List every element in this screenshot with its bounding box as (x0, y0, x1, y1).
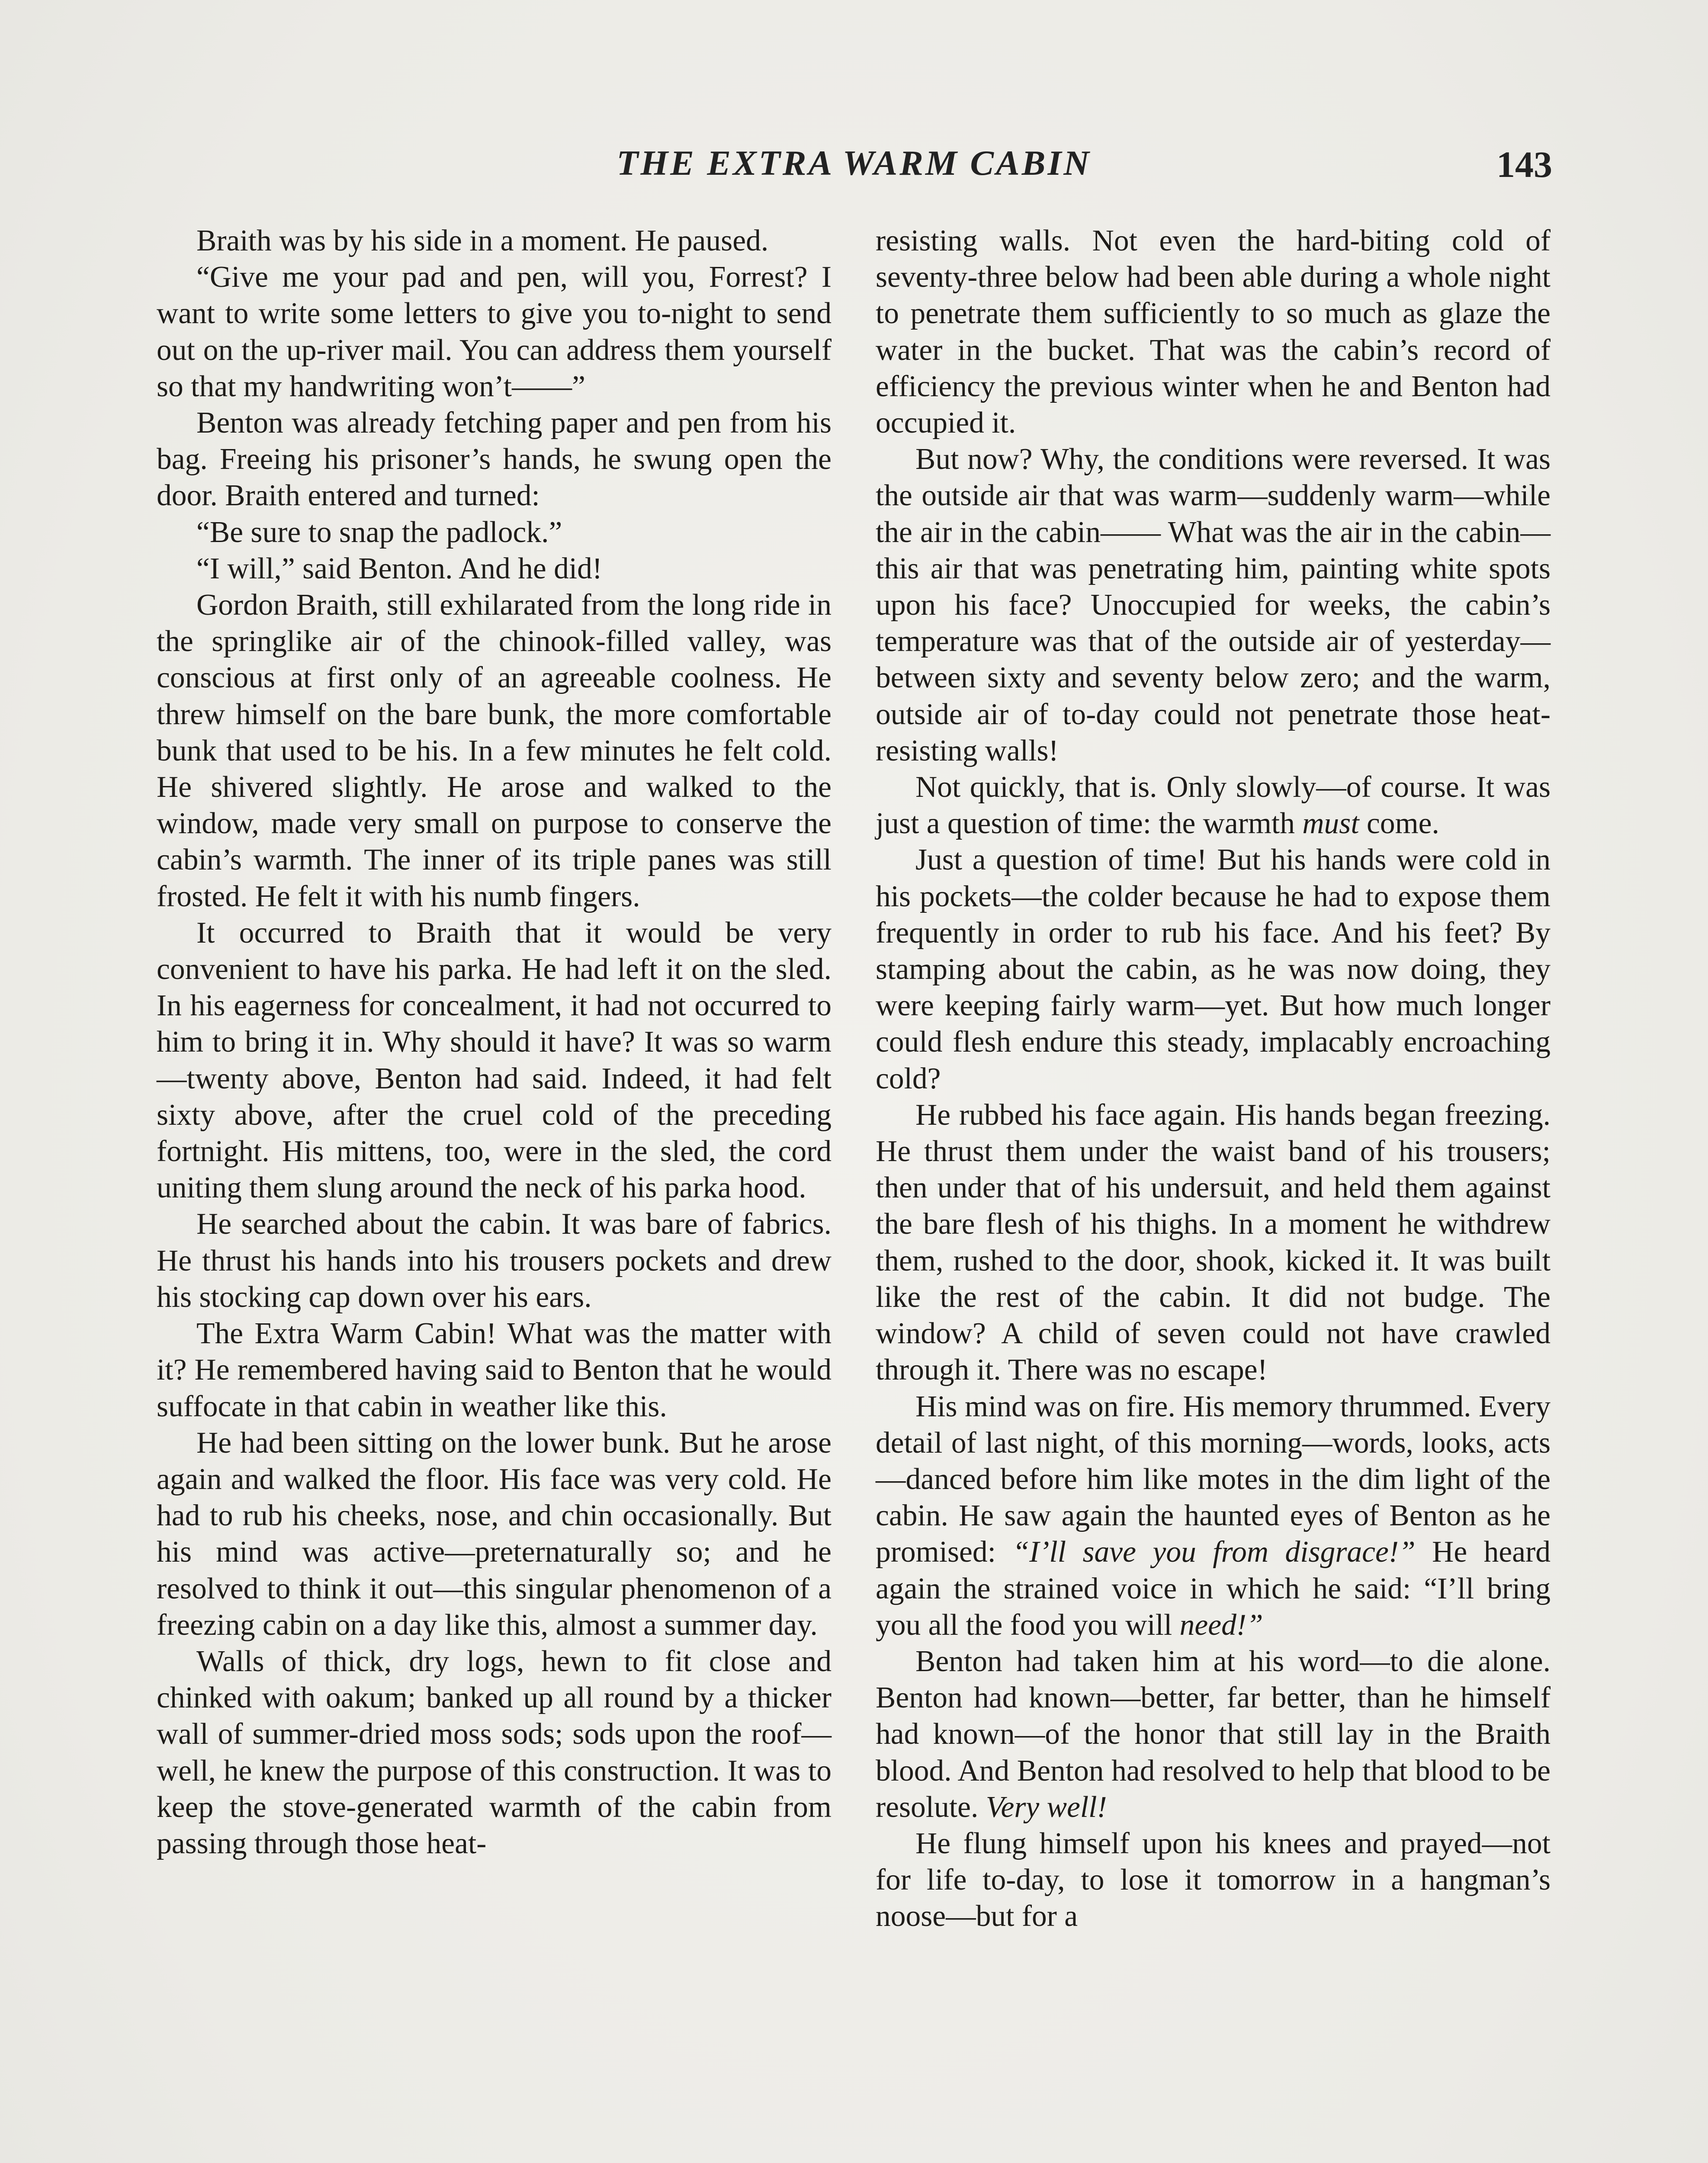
paragraph: He had been sitting on the lower bunk. But he arose again and walked the floor. His face was very cold. He had to rub his cheeks, nose, and chin occasionally. But his mind was active—preternaturally so; and he resolved to think it out—this singular phenomenon of a freezing cabin on a day like this, almost a summer day. (157, 1426, 832, 1642)
paragraph: Benton was already fetching paper and pen from his bag. Freeing his prisoner’s hands, he swung open the door. Braith entered and turned: (157, 406, 832, 513)
emphasis: “I’ll save you from disgrace!” (1012, 1535, 1416, 1569)
paragraph: Walls of thick, dry logs, hewn to fit close and chinked with oakum; banked up all round by a thicker wall of summer-dried moss sods; sods upon the roof—well, he knew the purpose of this construction. It was to keep the stove-generated warmth of the cabin from passing through those heat- (157, 1644, 832, 1860)
text-run: Benton had taken him at his word—to die alone. Benton had known—better, far better, than he himself had known—of the honor that still lay in the Braith blood. And Benton had resolved to help that blood to be resolute. (876, 1644, 1551, 1824)
paragraph: But now? Why, the conditions were reversed. It was the outside air that was warm—suddenly warm—while the air in the cabin—— What was the air in the cabin—this air that was penetrating him, painting white spots upon his face? Unoccupied for weeks, the cabin’s temperature was that of the outside air of yesterday—between sixty and seventy below zero; and the warm, outside air of to-day could not penetrate those heat-resisting walls! (876, 443, 1551, 767)
paragraph: “I will,” said Benton. And he did! (196, 552, 603, 585)
paragraph: He rubbed his face again. His hands began freezing. He thrust them under the waist band of his trousers; then under that of his undersuit, and held them against the bare flesh of his thighs. In a moment he withdrew them, rushed to the door, shook, kicked it. It was built like the rest of the cabin. It did not budge. The window? A child of seven could not have crawled through it. There was no escape! (876, 1098, 1551, 1387)
paragraph: It occurred to Braith that it would be very convenient to have his parka. He had left it on the sled. In his eagerness for concealment, it had not occurred to him to bring it in. Why should it have? It was so warm—twenty above, Benton had said. Indeed, it had felt sixty above, after the cruel cold of the preceding fortnight. His mittens, too, were in the sled, the cord uniting them slung around the neck of his parka hood. (157, 916, 832, 1205)
paragraph (876, 1643, 1551, 1826)
paragraph: Braith was by his side in a moment. He paused. (196, 224, 769, 257)
paragraph: Gordon Braith, still exhilarated from the long ride in the springlike air of the chinook-filled valley, was conscious at first only of an agreeable coolness. He threw himself on the bare bunk, the more comfortable bunk that used to be his. In a few minutes he felt cold. He shivered slightly. He arose and walked to the window, made very small on purpose to conserve the cabin’s warmth. The inner of its triple panes was still frosted. He felt it with his numb fingers. (157, 588, 832, 913)
running-head (156, 143, 1552, 195)
running-title: THE EXTRA WARM CABIN (616, 143, 1092, 183)
text-run: come. (1359, 807, 1439, 841)
paragraph: He flung himself upon his knees and prayed—not for life to-day, to lose it tomorrow in a hangman’s noose—but for a (876, 1826, 1551, 1933)
emphasis: need!” (1179, 1608, 1263, 1642)
paragraph-continuation: resisting walls. Not even the hard-biting cold of seventy-three below had been able during a whole night to penetrate them sufficiently to so much as glaze the water in the bucket. That was the cabin’s record of efficiency the previous winter when he and Benton had occupied it. (876, 224, 1551, 440)
paragraph: “Be sure to snap the padlock.” (196, 515, 562, 549)
text-run: His mind was on fire. His memory thrummed. Every detail of last night, of this morning—words, looks, acts—danced before him like motes in the dim light of the cabin. He saw again the haunted eyes of Benton as he promised: (876, 1390, 1551, 1569)
paragraph: Just a question of time! But his hands were cold in his pockets—the colder because he had to expose them frequently in order to rub his face. And his feet? By stamping about the cabin, as he was now doing, they were keeping fairly warm—yet. But how much longer could flesh endure this steady, implacably encroaching cold? (876, 843, 1551, 1095)
paragraph: The Extra Warm Cabin! What was the matter with it? He remembered having said to Benton that he would suffocate in that cabin in weather like this. (157, 1317, 832, 1423)
right-column (876, 223, 1551, 1935)
paragraph: He searched about the cabin. It was bare of fabrics. He thrust his hands into his trousers pockets and drew his stocking cap down over his ears. (157, 1207, 832, 1314)
emphasis: must (1302, 807, 1359, 841)
text-run: Not quickly, that is. Only slowly—of course. It was just a question of time: the warmth (876, 770, 1551, 841)
paragraph (876, 769, 1551, 842)
left-column (157, 223, 832, 1862)
paragraph (876, 1389, 1551, 1643)
paragraph: “Give me your pad and pen, will you, Forrest? I want to write some letters to give you to-night to send out on the up-river mail. You can address them yourself so that my handwriting won’t——” (157, 260, 832, 403)
text-run: He heard again the strained voice in which he said: “I’ll bring you all the food you will (876, 1535, 1551, 1642)
emphasis: Very well! (986, 1790, 1107, 1824)
page-number: 143 (1496, 144, 1552, 185)
